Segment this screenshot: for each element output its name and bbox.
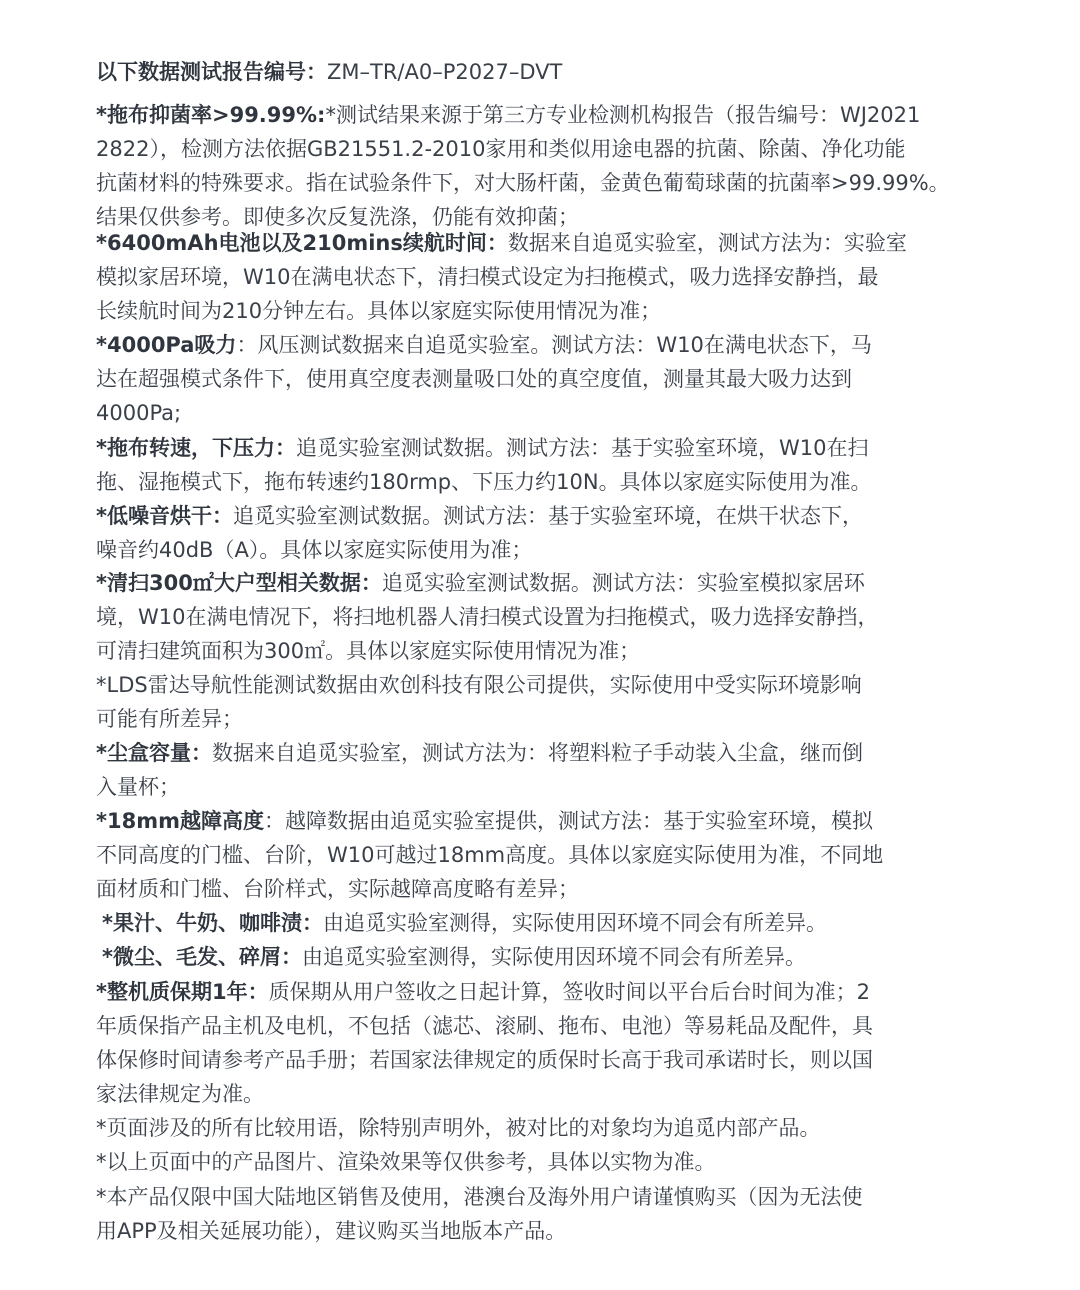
paragraph-text: 境，W10在满电情况下，将扫地机器人清扫模式设置为扫拖模式，吸力选择安静挡， <box>96 605 879 629</box>
paragraph-text: 长续航时间为210分钟左右。具体以家庭实际使用情况为准； <box>96 299 662 323</box>
paragraph-comparison <box>96 1111 821 1145</box>
paragraph-lead: *微尘、毛发、碎屑： <box>102 945 302 969</box>
paragraph-line <box>96 770 863 804</box>
paragraph-text: 用APP及相关延展功能），建议购买当地版本产品。 <box>96 1219 567 1243</box>
paragraph-text: *本产品仅限中国大陆地区销售及使用，港澳台及海外用户请谨慎购买（因为无法使 <box>96 1185 863 1209</box>
paragraph-lds <box>96 668 862 736</box>
paragraph-text: 体保修时间请参考产品手册；若国家法律规定的质保时长高于我司承诺时长，则以国 <box>96 1048 873 1072</box>
paragraph-line <box>96 260 907 294</box>
paragraph-text: 追觅实验室测试数据。测试方法：实验室模拟家居环 <box>381 571 865 595</box>
paragraph-text: 面材质和门槛、台阶样式，实际越障高度略有差异； <box>96 877 579 901</box>
paragraph-line <box>96 166 950 200</box>
paragraph-text: 年质保指产品主机及电机，不包括（滤芯、滚刷、拖布、电池）等易耗品及配件，具 <box>96 1014 873 1038</box>
paragraph-text: 入量杯； <box>96 775 180 799</box>
paragraph-line <box>96 804 883 838</box>
paragraph-lead: *果汁、牛奶、咖啡渍： <box>102 911 323 935</box>
paragraph-line <box>96 940 827 974</box>
paragraph-text: 家法律规定为准。 <box>96 1082 264 1106</box>
paragraph-text: ：风压测试数据来自追觅实验室。测试方法：W10在满电状态下，马 <box>236 333 872 357</box>
paragraph-text: 达在超强模式条件下，使用真空度表测量吸口处的真空度值，测量其最大吸力达到 <box>96 367 852 391</box>
paragraph-line <box>96 1145 716 1179</box>
paragraph-text: 噪音约40dB（A）。具体以家庭实际使用为准； <box>96 538 533 562</box>
paragraph-text: 数据来自追觅实验室，测试方法为：将塑料粒子手动装入尘盒，继而倒 <box>211 741 863 765</box>
paragraph-lead: *6400mAh电池以及210mins续航时间： <box>96 231 508 255</box>
paragraph-lead: *拖布转速，下压力： <box>96 436 296 460</box>
paragraph-lead: *拖布抑菌率>99.99%: <box>96 103 326 127</box>
paragraph-line <box>96 1111 821 1145</box>
paragraph-line <box>96 1180 863 1214</box>
paragraph-lead: *低噪音烘干： <box>96 504 233 528</box>
paragraph-obstacle <box>96 804 883 906</box>
paragraph-line <box>96 1214 863 1248</box>
paragraph-line <box>96 872 883 906</box>
paragraph-line <box>96 1009 873 1043</box>
paragraph-text: 追觅实验室测试数据。测试方法：基于实验室环境，W10在扫 <box>295 436 869 460</box>
paragraph-text: 由追觅实验室测得，实际使用因环境不同会有所差异。 <box>301 945 806 969</box>
paragraph-line <box>96 566 878 600</box>
paragraph-line <box>96 362 872 396</box>
header-lead: 以下数据测试报告编号： <box>96 60 327 84</box>
paragraph-text: *测试结果来源于第三方专业检测机构报告（报告编号：WJ2021 <box>325 103 921 127</box>
paragraph-stains-dust <box>96 906 827 974</box>
paragraph-line <box>96 132 950 166</box>
paragraph-mop-speed <box>96 431 872 499</box>
paragraph-text: 不同高度的门槛、台阶，W10可越过18mm高度。具体以家庭实际使用为准，不同地 <box>96 843 884 867</box>
paragraph-text: 模拟家居环境，W10在满电状态下，清扫模式设定为扫拖模式，吸力选择安静挡，最 <box>96 265 879 289</box>
paragraph-lead: *整机质保期1年： <box>96 980 269 1004</box>
paragraph-line <box>96 499 863 533</box>
paragraph-images <box>96 1145 716 1179</box>
paragraph-line <box>96 1077 873 1111</box>
paragraph-line <box>96 465 872 499</box>
paragraph-warranty <box>96 975 873 1111</box>
paragraph-text: ：越障数据由追觅实验室提供，测试方法：基于实验室环境，模拟 <box>263 809 873 833</box>
paragraph-line <box>96 975 873 1009</box>
paragraph-text: *LDS雷达导航性能测试数据由欢创科技有限公司提供，实际使用中受实际环境影响 <box>96 673 862 697</box>
paragraph-suction <box>96 328 872 430</box>
paragraph-text: 数据来自追觅实验室，测试方法为：实验室 <box>507 231 907 255</box>
paragraph-line <box>96 396 872 430</box>
paragraph-line <box>96 533 863 567</box>
paragraph-line <box>96 702 862 736</box>
paragraph-line <box>96 634 878 668</box>
paragraph-line <box>96 431 872 465</box>
paragraph-low-noise <box>96 499 863 567</box>
paragraph-line <box>96 328 872 362</box>
paragraph-line <box>96 838 883 872</box>
paragraph-large-home <box>96 566 878 668</box>
paragraph-text: 4000Pa; <box>96 401 182 425</box>
paragraph-lead: *4000Pa吸力 <box>96 333 237 357</box>
paragraph-line <box>96 668 862 702</box>
paragraph-dustbin <box>96 736 863 804</box>
paragraph-lead: *尘盒容量： <box>96 741 212 765</box>
paragraph-line <box>96 906 827 940</box>
paragraph-text: 可清扫建筑面积为300㎡。具体以家庭实际使用情况为准； <box>96 639 641 663</box>
paragraph-text: 拖、湿拖模式下，拖布转速约180rmp、下压力约10N。具体以家庭实际使用为准。 <box>96 470 872 494</box>
paragraph-line <box>96 736 863 770</box>
paragraph-line <box>96 226 907 260</box>
paragraph-text: *页面涉及的所有比较用语，除特别声明外，被对比的对象均为追觅内部产品。 <box>96 1116 821 1140</box>
paragraph-line <box>96 98 950 132</box>
header-report-number: ZM–TR/A0–P2027–DVT <box>327 60 563 84</box>
report-number-header <box>96 57 562 87</box>
paragraph-text: 质保期从用户签收之日起计算，签收时间以平台后台时间为准；2 <box>268 980 870 1004</box>
paragraph-text: 2822），检测方法依据GB21551.2-2010家用和类似用途电器的抗菌、除菌、净化功能 <box>96 137 906 161</box>
paragraph-lead: *18mm越障高度 <box>96 809 264 833</box>
paragraph-lead: *清扫300㎡大户型相关数据： <box>96 571 382 595</box>
paragraph-mop-antibacterial <box>96 98 950 234</box>
paragraph-line <box>96 294 907 328</box>
paragraph-region <box>96 1180 863 1248</box>
paragraph-text: 可能有所差异； <box>96 707 243 731</box>
paragraph-text: 结果仅供参考。即使多次反复洗涤，仍能有效抑菌； <box>96 205 579 229</box>
paragraph-battery-runtime <box>96 226 907 328</box>
paragraph-line <box>96 600 878 634</box>
paragraph-line <box>96 1043 873 1077</box>
paragraph-text: 抗菌材料的特殊要求。指在试验条件下，对大肠杆菌，金黄色葡萄球菌的抗菌率>99.99%。 <box>96 171 950 195</box>
paragraph-text: 追觅实验室测试数据。测试方法：基于实验室环境，在烘干状态下， <box>232 504 863 528</box>
paragraph-text: *以上页面中的产品图片、渲染效果等仅供参考，具体以实物为准。 <box>96 1150 716 1174</box>
paragraph-text: 由追觅实验室测得，实际使用因环境不同会有所差异。 <box>322 911 827 935</box>
